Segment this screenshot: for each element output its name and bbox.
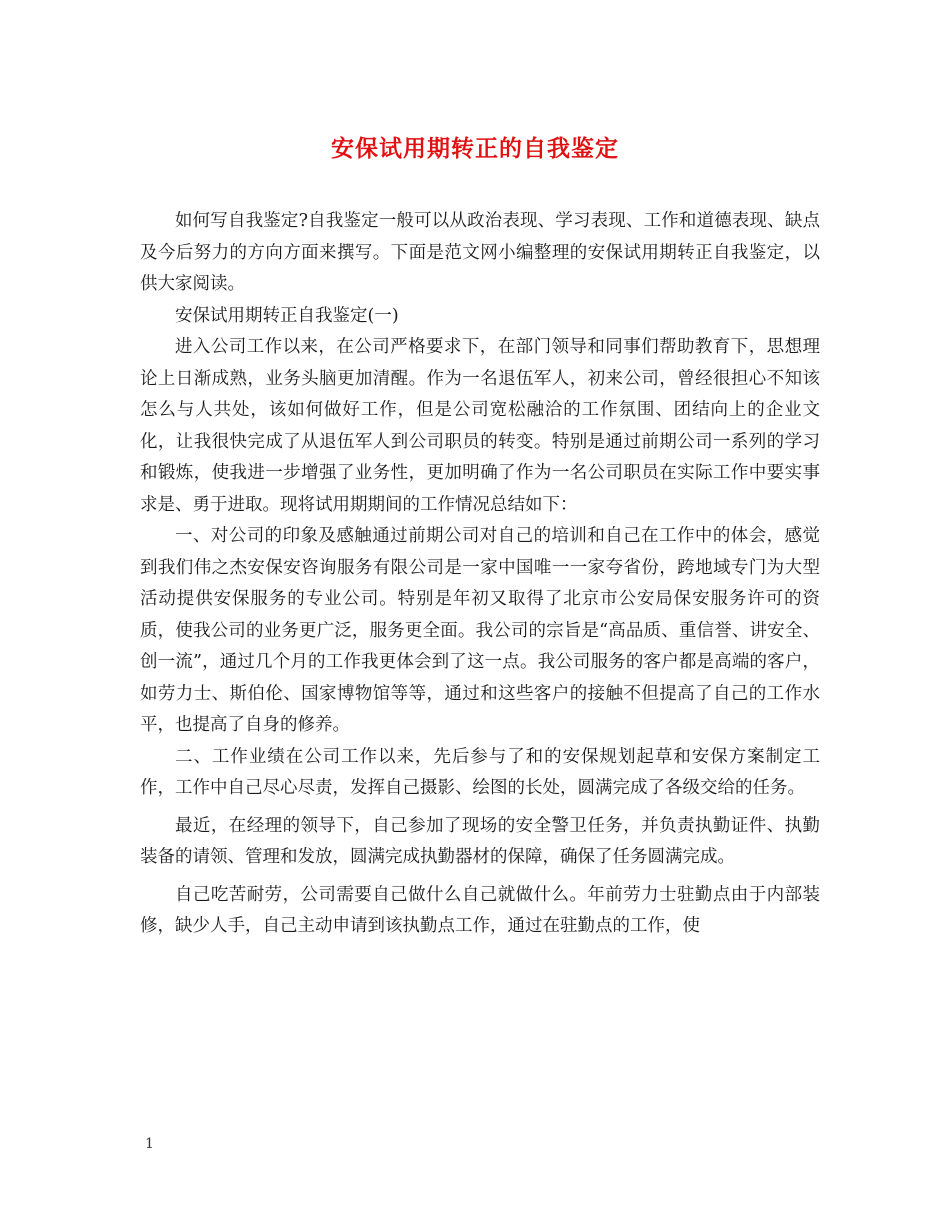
paragraph-body: 最近，在经理的领导下，自己参加了现场的安全警卫任务，并负责执勤证件、执勤装备的请领、管理和发放，圆满完成执勤器材的保障，确保了任务圆满完成。 (140, 815, 820, 867)
page-number: 1 (145, 1136, 154, 1152)
paragraph-body: 进入公司工作以来，在公司严格要求下，在部门领导和同事们帮助教育下，思想理论上日渐成熟，业务头脑更加清醒。作为一名退伍军人，初来公司，曾经很担心不知该怎么与人共处，该如何做好工作，但是公司宽松融洽的工作氛围、团结向上的企业文化，让我很快完成了从退伍军人到公司职员的转变。特别是通过前期公司一系列的学习和锻炼，使我进一步增强了业务性，更加明确了作为一名公司职员在实际工作中要实事求是、勇于进取。现将试用期期间的工作情况总结如下： (140, 337, 820, 515)
paragraph-intro: 如何写自我鉴定?自我鉴定一般可以从政治表现、学习表现、工作和道德表现、缺点及今后努力的方向方面来撰写。下面是范文网小编整理的安保试用期转正自我鉴定，以供大家阅读。 (140, 211, 820, 294)
document-body (140, 206, 820, 943)
paragraph-body: 自己吃苦耐劳，公司需要自己做什么自己就做什么。年前劳力士驻勤点由于内部装修，缺少人手，自己主动申请到该执勤点工作，通过在驻勤点的工作，使 (140, 884, 820, 936)
paragraph-body: 一、对公司的印象及感触通过前期公司对自己的培训和自己在工作中的体会，感觉到我们伟之杰安保安咨询服务有限公司是一家中国唯一一家夸省份，跨地域专门为大型活动提供安保服务的专业公司。特别是年初又取得了北京市公安局保安服务许可的资质，使我公司的业务更广泛，服务更全面。我公司的宗旨是“高品质、重信誉、讲安全、创一流”，通过几个月的工作我更体会到了这一点。我公司服务的客户都是高端的客户，如劳力士、斯伯伦、国家博物馆等等，通过和这些客户的接触不但提高了自己的工作水平，也提高了自身的修养。 (140, 526, 820, 735)
paragraph-body: 二、工作业绩在公司工作以来，先后参与了和的安保规划起草和安保方案制定工作，工作中自己尽心尽责，发挥自己摄影、绘图的长处，圆满完成了各级交给的任务。 (140, 746, 820, 798)
section-heading: 安保试用期转正自我鉴定(一) (175, 305, 399, 326)
document-title: 安保试用期转正的自我鉴定 (331, 135, 619, 162)
